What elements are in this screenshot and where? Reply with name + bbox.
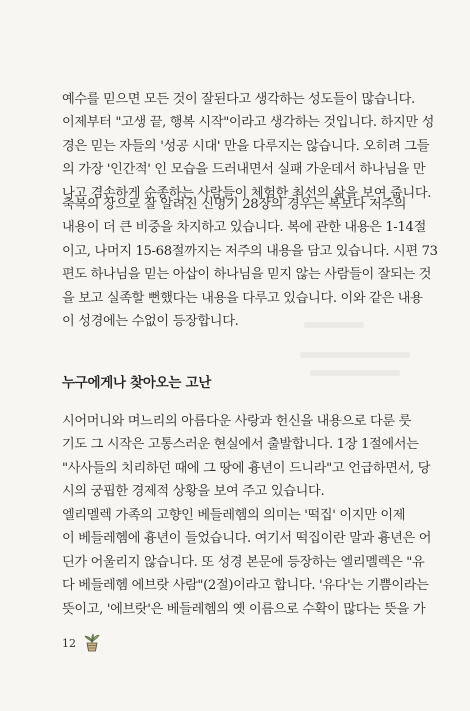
text-line: 내용이 더 큰 비중을 차지하고 있습니다. 복에 관한 내용은 1-14절: [62, 220, 426, 236]
text-line: 편도 하나님을 믿는 아삽이 하나님을 믿지 않는 사람들이 잘되는 것: [62, 267, 432, 283]
text-line: 이제부터 "고생 끝, 행복 시작"이라고 생각하는 것입니다. 하지만 성: [62, 115, 434, 131]
text-line: 경은 믿는 자들의 '성공 시대' 만을 다루지는 않습니다. 오히려 그들: [62, 138, 430, 154]
text-line: 예수를 믿으면 모든 것이 잘된다고 생각하는 성도들이 많습니다.: [62, 92, 415, 107]
plant-pot-icon: [82, 633, 102, 653]
section-heading: 누구에게나 찾아오는 고난: [62, 375, 211, 391]
text-line: 엘리멜렉 가족의 고향인 베들레헴의 의미는 '떡집' 이지만 이제: [62, 508, 406, 523]
text-line: 을 보고 실족할 뻔했다는 내용을 다루고 있습니다. 이와 같은 내용: [62, 290, 423, 306]
text-line: 나고 겸손하게 순종하는 사람들이 체험한 최선의 삶을 보여 줍니다.: [62, 185, 432, 201]
text-line: 이 성경에는 수없이 등장합니다.: [62, 314, 239, 330]
text-line: 뜻이고, '에브랏'은 베들레헴의 옛 이름으로 수확이 많다는 뜻을 가: [62, 601, 426, 617]
text-line: 딘가 어울리지 않습니다. 또 성경 본문에 등장하는 엘리멜렉은 "유: [62, 554, 425, 570]
paragraph-1: [62, 88, 434, 205]
text-line: 시의 궁핍한 경제적 상황을 보여 주고 있습니다.: [62, 484, 325, 500]
text-line: 이고, 나머지 15-68절까지는 저주의 내용을 담고 있습니다. 시편 73: [62, 243, 438, 259]
text-line: 축복의 장으로 잘 알려진 신명기 28장의 경우는 복보다 저주의: [62, 197, 407, 212]
paragraph-3: [62, 410, 431, 504]
paragraph-4: [62, 504, 432, 621]
text-line: 기도 그 시작은 고통스러운 현실에서 출발합니다. 1장 1절에서는: [62, 437, 419, 453]
text-line: 의 가장 '인간적' 인 모습을 드러내면서 실패 가운데서 하나님을 만: [62, 162, 426, 178]
text-line: 시어머니와 며느리의 아름다운 사랑과 헌신을 내용으로 다룬 룻: [62, 414, 412, 429]
page-footer: [62, 633, 102, 653]
text-line: "사사들의 치리하던 때에 그 땅에 흉년이 드니라"고 언급하면서, 당: [62, 460, 431, 476]
text-line: 다 베들레헴 에브랏 사람"(2절)이라고 합니다. '유다'는 기쁨이라는: [62, 578, 429, 594]
text-line: 이 베들레헴에 흉년이 들었습니다. 여기서 떡집이란 말과 흉년은 어: [62, 531, 432, 547]
page-number: 12: [62, 636, 76, 650]
